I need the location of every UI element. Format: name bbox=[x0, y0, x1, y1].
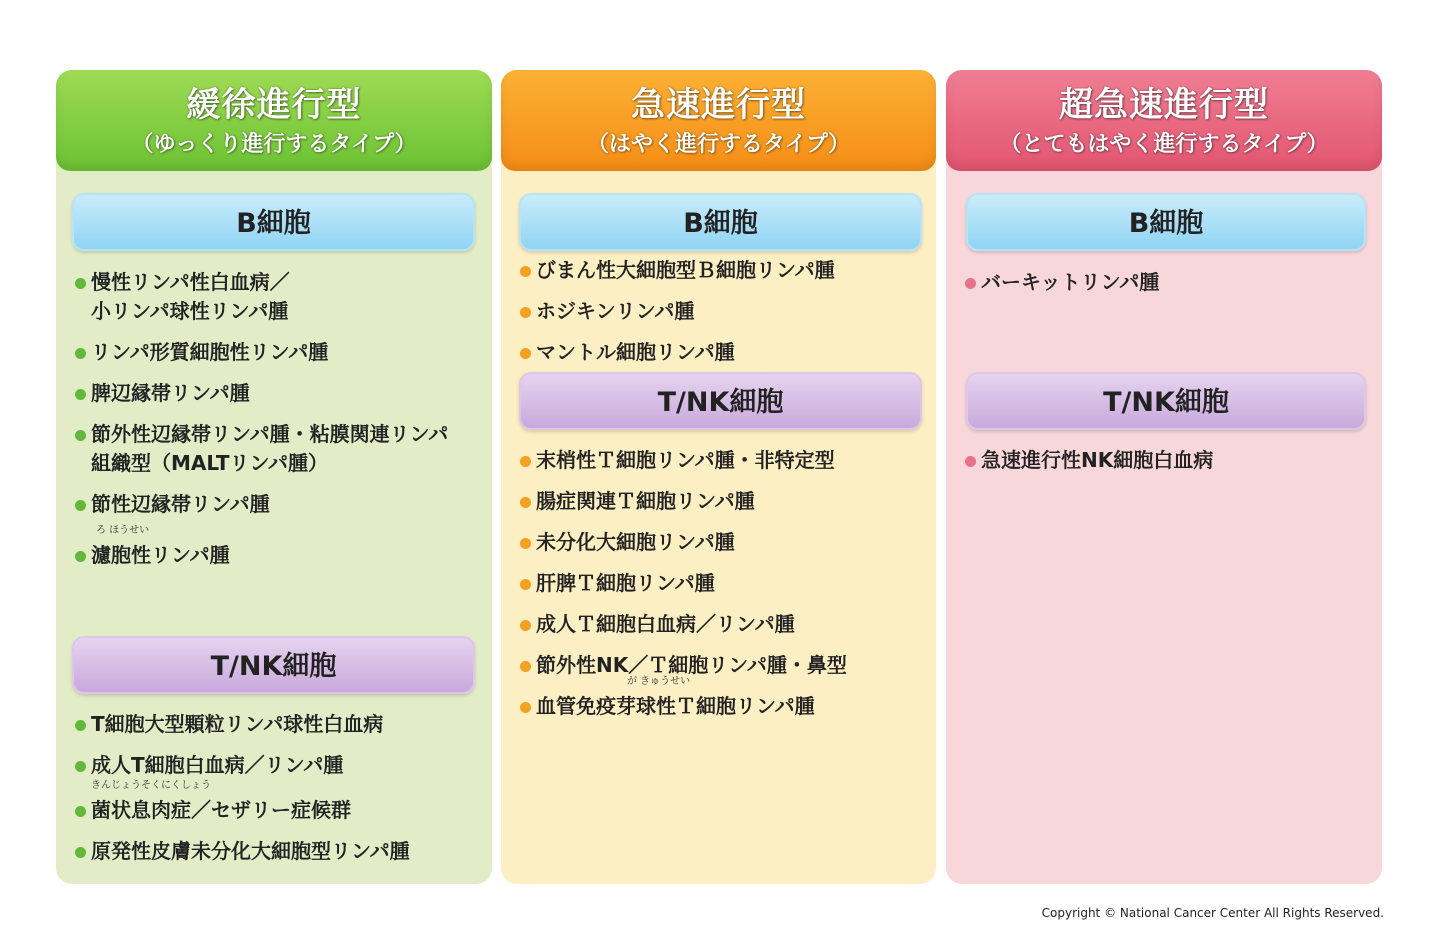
list-item: バーキットリンパ腫 bbox=[964, 268, 1372, 297]
column-highly-aggressive bbox=[946, 70, 1382, 884]
list-item: 末梢性Ｔ細胞リンパ腫・非特定型 bbox=[519, 446, 926, 475]
bullet-icon bbox=[520, 456, 531, 467]
column-header bbox=[946, 70, 1382, 171]
b-cell-list bbox=[519, 256, 926, 379]
furigana: が きゅうせい bbox=[627, 676, 691, 687]
b-cell-list bbox=[74, 268, 482, 582]
bullet-icon bbox=[75, 847, 86, 858]
list-item: 節外性NK／Ｔ細胞リンパ腫・鼻型 bbox=[519, 651, 926, 680]
b-cell-header: B細胞 bbox=[72, 193, 475, 251]
column-header bbox=[56, 70, 492, 171]
bullet-icon bbox=[75, 348, 86, 359]
bullet-icon bbox=[520, 307, 531, 318]
bullet-icon bbox=[520, 348, 531, 359]
bullet-icon bbox=[75, 430, 86, 441]
column-subtitle: （とてもはやく進行するタイプ） bbox=[999, 132, 1329, 157]
list-item: 成人Ｔ細胞白血病／リンパ腫 bbox=[519, 610, 926, 639]
bullet-icon bbox=[520, 579, 531, 590]
list-item: 脾辺縁帯リンパ腫 bbox=[74, 379, 482, 408]
list-item: 未分化大細胞リンパ腫 bbox=[519, 528, 926, 557]
bullet-icon bbox=[520, 266, 531, 277]
column-aggressive bbox=[501, 70, 936, 884]
bullet-icon bbox=[520, 702, 531, 713]
list-item: が きゅうせい 血管免疫芽球性Ｔ細胞リンパ腫 bbox=[519, 692, 926, 721]
list-item: 節外性辺縁帯リンパ腫・粘膜関連リンパ 組織型（MALTリンパ腫） bbox=[74, 420, 482, 478]
bullet-icon bbox=[965, 456, 976, 467]
tnk-cell-header: T/NK細胞 bbox=[519, 372, 922, 430]
column-header bbox=[501, 70, 936, 171]
bullet-icon bbox=[75, 806, 86, 817]
column-subtitle: （ゆっくり進行するタイプ） bbox=[131, 132, 417, 157]
column-title: 緩徐進行型 bbox=[186, 85, 362, 125]
b-cell-list bbox=[964, 268, 1372, 309]
bullet-icon bbox=[75, 720, 86, 731]
tnk-cell-header: T/NK細胞 bbox=[72, 636, 475, 694]
list-item: リンパ形質細胞性リンパ腫 bbox=[74, 338, 482, 367]
bullet-icon bbox=[75, 761, 86, 772]
bullet-icon bbox=[75, 500, 86, 511]
list-item: マントル細胞リンパ腫 bbox=[519, 338, 926, 367]
list-item: 肝脾Ｔ細胞リンパ腫 bbox=[519, 569, 926, 598]
list-item: 原発性皮膚未分化大細胞型リンパ腫 bbox=[74, 837, 482, 866]
b-cell-header: B細胞 bbox=[519, 193, 922, 251]
furigana: きんじょうそくにくしょう bbox=[91, 780, 211, 791]
column-title: 超急速進行型 bbox=[1059, 85, 1269, 125]
list-item: 腸症関連Ｔ細胞リンパ腫 bbox=[519, 487, 926, 516]
bullet-icon bbox=[965, 278, 976, 289]
tnk-cell-list bbox=[964, 446, 1372, 487]
list-item: 成人T細胞白血病／リンパ腫 bbox=[74, 751, 482, 780]
column-indolent bbox=[56, 70, 492, 884]
column-subtitle: （はやく進行するタイプ） bbox=[586, 132, 851, 157]
tnk-cell-list bbox=[74, 710, 482, 878]
list-item: T細胞大型顆粒リンパ球性白血病 bbox=[74, 710, 482, 739]
list-item: 急速進行性NK細胞白血病 bbox=[964, 446, 1372, 475]
list-item: 節性辺縁帯リンパ腫 bbox=[74, 490, 482, 519]
list-item: びまん性大細胞型Ｂ細胞リンパ腫 bbox=[519, 256, 926, 285]
list-item: 慢性リンパ性白血病／ 小リンパ球性リンパ腫 bbox=[74, 268, 482, 326]
bullet-icon bbox=[520, 538, 531, 549]
bullet-icon bbox=[75, 551, 86, 562]
column-title: 急速進行型 bbox=[631, 85, 806, 125]
bullet-icon bbox=[520, 497, 531, 508]
copyright-notice: Copyright © National Cancer Center All Rights Reserved. bbox=[1041, 906, 1384, 920]
tnk-cell-header: T/NK細胞 bbox=[966, 372, 1366, 430]
bullet-icon bbox=[520, 661, 531, 672]
bullet-icon bbox=[75, 278, 86, 289]
bullet-icon bbox=[520, 620, 531, 631]
tnk-cell-list bbox=[519, 446, 926, 733]
list-item: ホジキンリンパ腫 bbox=[519, 297, 926, 326]
list-item: ろ ほうせい 濾胞性リンパ腫 bbox=[74, 541, 482, 570]
list-item: きんじょうそくにくしょう 菌状息肉症／セザリー症候群 bbox=[74, 796, 482, 825]
furigana: ろ ほうせい bbox=[96, 525, 150, 536]
b-cell-header: B細胞 bbox=[966, 193, 1366, 251]
bullet-icon bbox=[75, 389, 86, 400]
